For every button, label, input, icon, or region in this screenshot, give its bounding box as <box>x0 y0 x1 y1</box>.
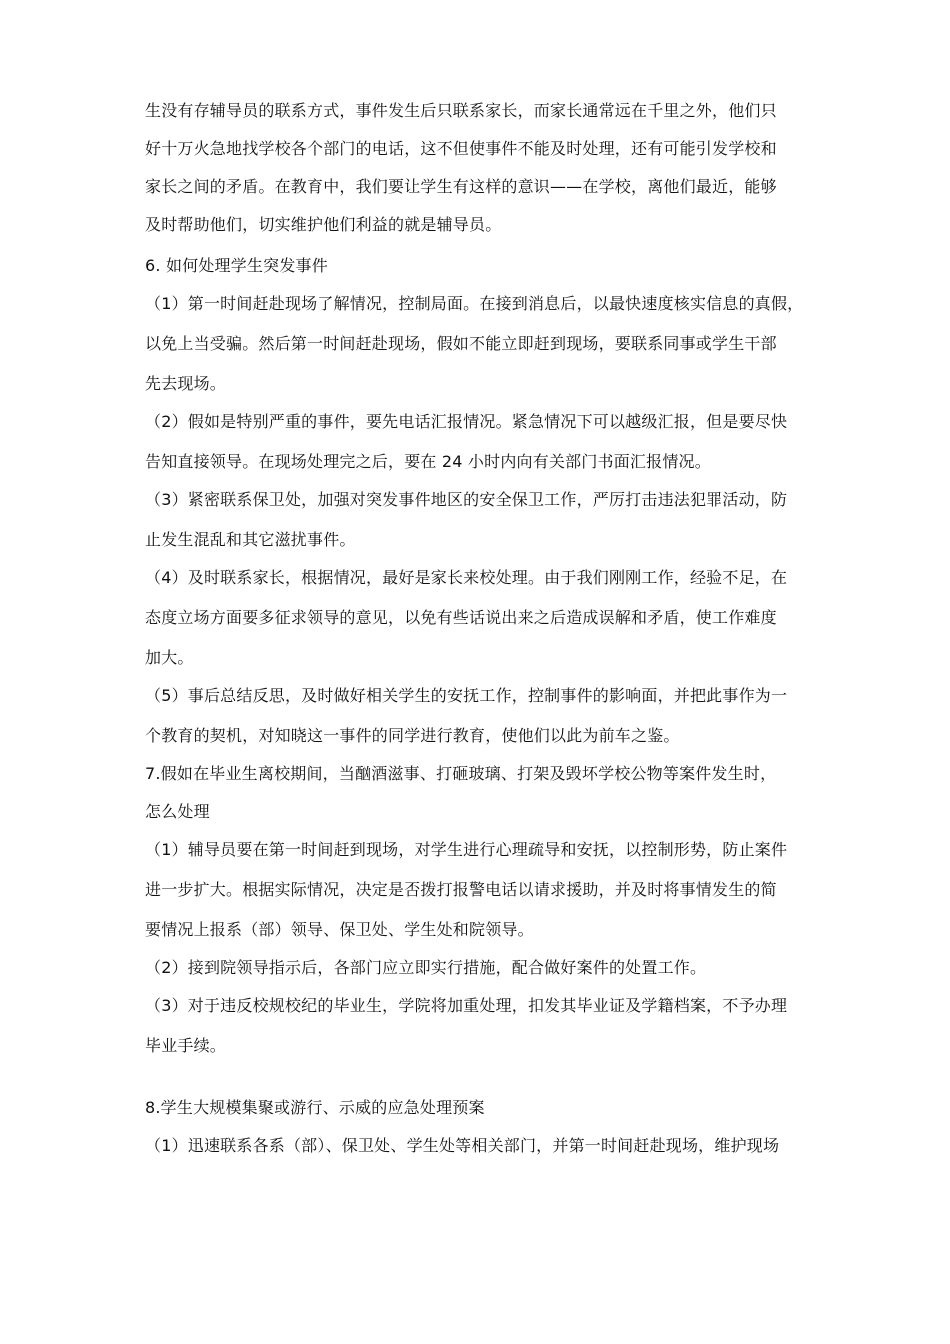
text-line: 以免上当受骗。然后第一时间赶赴现场，假如不能立即赶到现场，要联系同事或学生干部 <box>145 334 777 353</box>
section-heading: 6. 如何处理学生突发事件 <box>145 256 328 275</box>
text-line: 家长之间的矛盾。在教育中，我们要让学生有这样的意识——在学校，离他们最近，能够 <box>145 177 777 196</box>
text-line: 告知直接领导。在现场处理完之后，要在 24 小时内向有关部门书面汇报情况。 <box>145 452 711 471</box>
text-line: （2）假如是特别严重的事件，要先电话汇报情况。紧急情况下可以越级汇报，但是要尽快 <box>145 412 788 431</box>
text-line: （5）事后总结反思，及时做好相关学生的安抚工作，控制事件的影响面，并把此事作为一 <box>145 686 788 705</box>
text-line: （1）辅导员要在第一时间赶到现场，对学生进行心理疏导和安抚，以控制形势，防止案件 <box>145 840 788 859</box>
text-line: 好十万火急地找学校各个部门的电话，这不但使事件不能及时处理，还有可能引发学校和 <box>145 139 777 158</box>
text-line: 要情况上报系（部）领导、保卫处、学生处和院领导。 <box>145 920 534 939</box>
section-heading: 7.假如在毕业生离校期间，当酗酒滋事、打砸玻璃、打架及毁坏学校公物等案件发生时， <box>145 764 777 783</box>
text-line: （3）紧密联系保卫处，加强对突发事件地区的安全保卫工作，严厉打击违法犯罪活动，防 <box>145 490 788 509</box>
text-line: 先去现场。 <box>145 374 227 393</box>
section-heading: 8.学生大规模集聚或游行、示威的应急处理预案 <box>145 1098 485 1117</box>
text-line: 进一步扩大。根据实际情况，决定是否拨打报警电话以请求援助，并及时将事情发生的简 <box>145 880 777 899</box>
text-line: （4）及时联系家长，根据情况，最好是家长来校处理。由于我们刚刚工作，经验不足，在 <box>145 568 788 587</box>
text-line: 止发生混乱和其它滋扰事件。 <box>145 530 356 549</box>
text-line: 及时帮助他们，切实维护他们利益的就是辅导员。 <box>145 215 502 234</box>
text-line: （3）对于违反校规校纪的毕业生，学院将加重处理，扣发其毕业证及学籍档案，不予办理 <box>145 996 788 1015</box>
text-line: 毕业手续。 <box>145 1036 227 1055</box>
text-line: 加大。 <box>145 648 194 667</box>
section-heading: 怎么处理 <box>145 802 210 821</box>
text-line: 个教育的契机，对知晓这一事件的同学进行教育，使他们以此为前车之鉴。 <box>145 726 680 745</box>
text-line: （1）迅速联系各系（部）、保卫处、学生处等相关部门，并第一时间赶赴现场，维护现场 <box>145 1136 780 1155</box>
text-line: （1）第一时间赶赴现场了解情况，控制局面。在接到消息后，以最快速度核实信息的真假， <box>145 294 804 313</box>
text-line: 生没有存辅导员的联系方式，事件发生后只联系家长，而家长通常远在千里之外，他们只 <box>145 101 777 120</box>
text-line: （2）接到院领导指示后，各部门应立即实行措施，配合做好案件的处置工作。 <box>145 958 707 977</box>
text-line: 态度立场方面要多征求领导的意见，以免有些话说出来之后造成误解和矛盾，使工作难度 <box>145 608 777 627</box>
